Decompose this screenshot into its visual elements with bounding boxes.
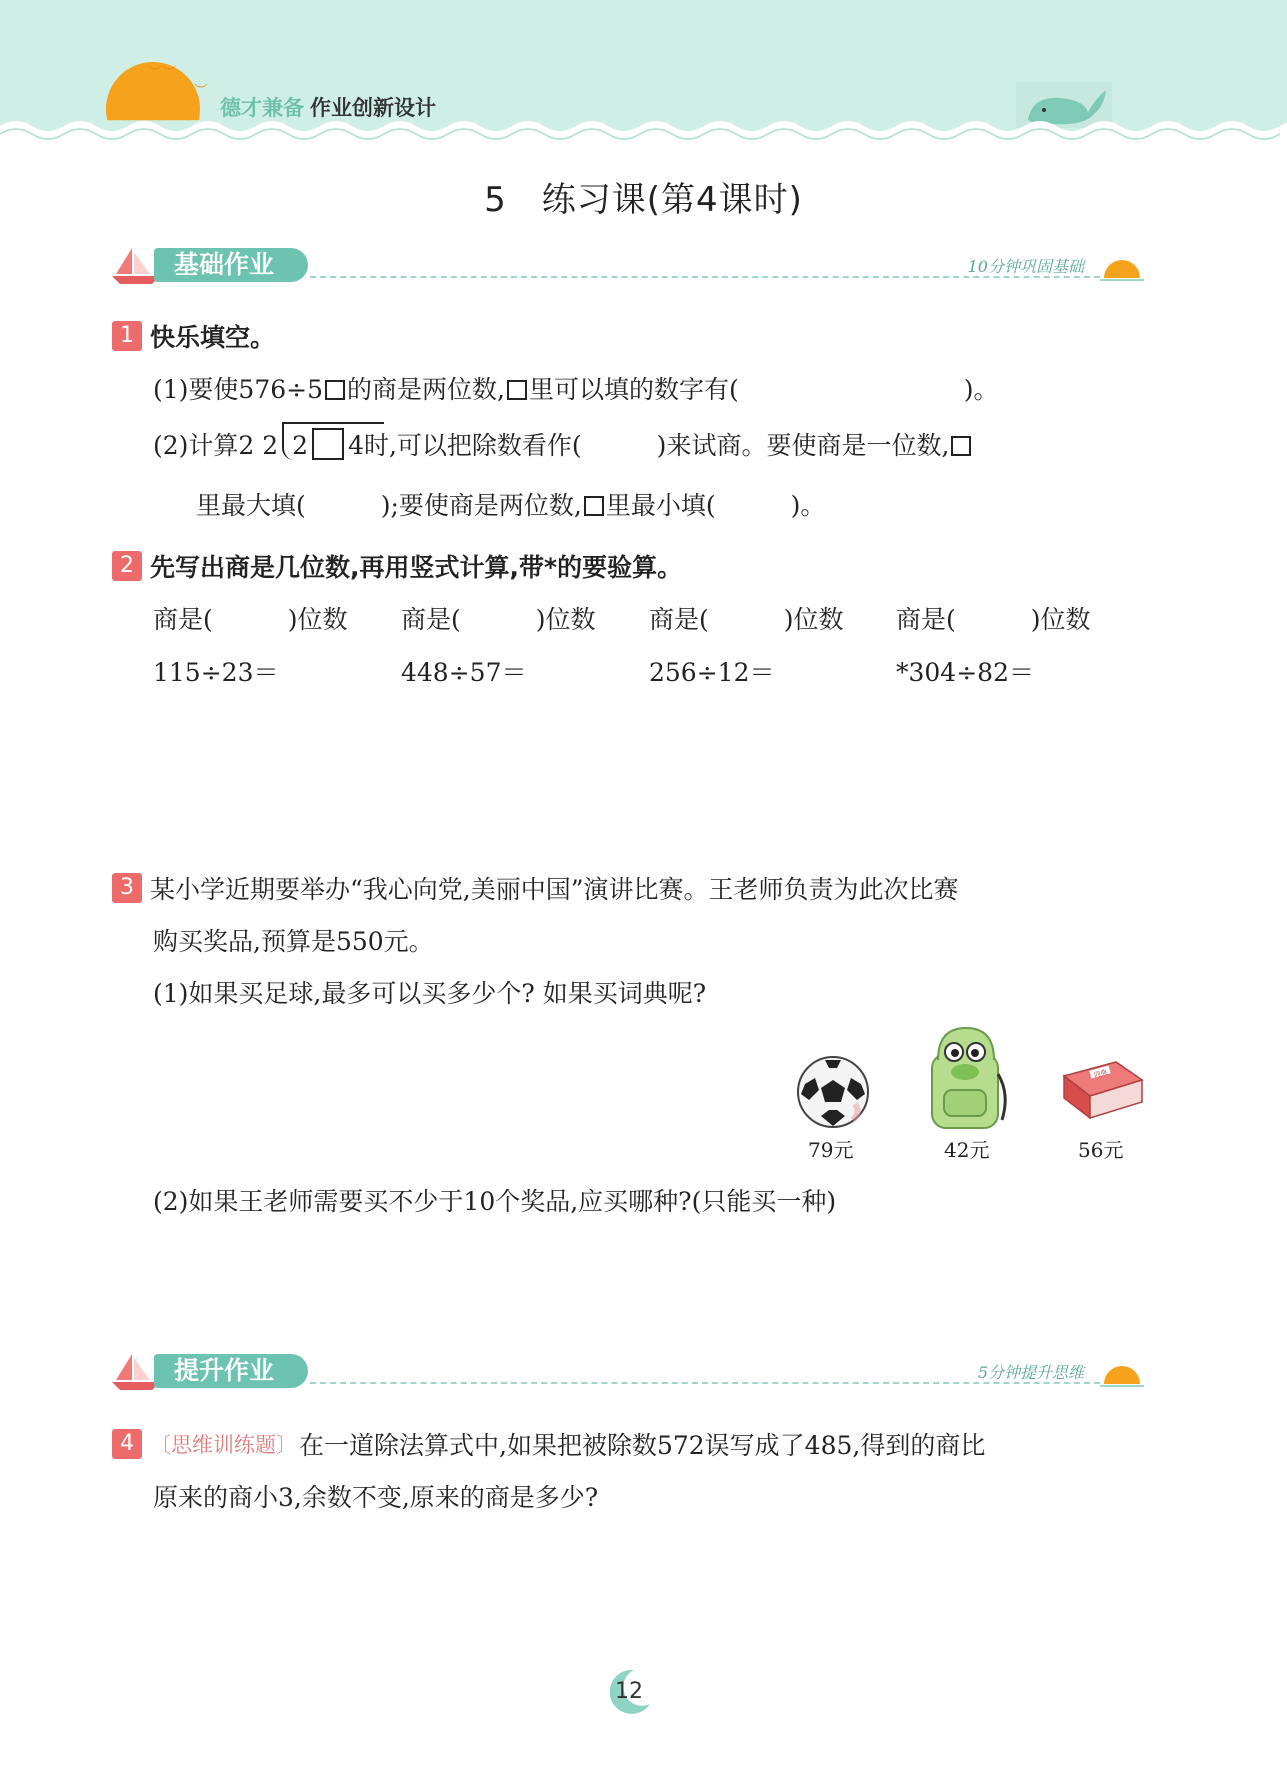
question-text: 某小学近期要举办“我心向党,美丽中国”演讲比赛。王老师负责为此次比赛 <box>150 875 959 904</box>
text: (2)计算2 2 <box>153 431 279 460</box>
question-number: 3 <box>112 873 142 903</box>
q2-expression-2: 448÷57＝ <box>401 658 527 687</box>
blank-box[interactable] <box>325 380 345 400</box>
blank-box[interactable] <box>312 428 344 460</box>
question-number: 1 <box>112 321 142 351</box>
question-text: 快乐填空。 <box>150 323 276 352</box>
question-3-heading <box>112 870 959 906</box>
section-banner-advanced <box>110 1350 1150 1394</box>
question-3-sub-1: (1)如果买足球,最多可以买多少个? 如果买词典呢? <box>153 979 707 1008</box>
page-number <box>604 1666 654 1716</box>
question-text: 在一道除法算式中,如果把被除数572误写成了485,得到的商比 <box>299 1431 986 1460</box>
q2-expression-3: 256÷12＝ <box>649 658 775 687</box>
question-3-line-2: 购买奖品,预算是550元。 <box>153 927 434 956</box>
question-2-heading <box>112 548 682 584</box>
question-1-heading <box>112 318 275 354</box>
question-1-part-1 <box>153 370 998 406</box>
text: (1)要使576÷5 <box>153 375 323 404</box>
text: 里最大填( );要使商是两位数, <box>196 491 582 520</box>
section-label: 提升作业 <box>154 1354 308 1388</box>
book-title: 词典 <box>1092 1068 1109 1080</box>
wave-divider <box>0 112 1287 152</box>
text: 的商是两位数, <box>346 375 505 404</box>
question-3-sub-2: (2)如果王老师需要买不少于10个奖品,应买哪种?(只能买一种) <box>153 1187 837 1216</box>
text: 里可以填的数字有( )。 <box>528 375 999 404</box>
q2-label-4: 商是( )位数 <box>896 605 1091 634</box>
question-text: 先写出商是几位数,再用竖式计算,带*的要验算。 <box>150 553 683 582</box>
q2-expression-1: 115÷23＝ <box>153 658 279 687</box>
blank-box[interactable] <box>507 380 527 400</box>
dictionary-icon <box>1056 1058 1146 1124</box>
question-tag: 〔思维训练题〕 <box>150 1433 297 1457</box>
price-dictionary: 56元 <box>1078 1138 1124 1162</box>
price-backpack: 42元 <box>944 1138 990 1162</box>
q2-expression-4: *304÷82＝ <box>896 658 1034 687</box>
question-number: 4 <box>112 1429 142 1459</box>
question-number: 2 <box>112 551 142 581</box>
question-1-part-2-cont <box>196 486 825 522</box>
question-1-part-2 <box>153 426 973 462</box>
soccer-ball-icon <box>795 1054 871 1130</box>
question-4-line-2: 原来的商小3,余数不变,原来的商是多少? <box>153 1483 599 1512</box>
blank-box[interactable] <box>584 496 604 516</box>
question-4-heading <box>112 1426 985 1462</box>
page-title: 5 练习课(第4课时) <box>484 180 803 220</box>
q2-label-1: 商是( )位数 <box>153 605 348 634</box>
section-banner-basic <box>110 244 1150 288</box>
sun-icon <box>1100 1362 1144 1388</box>
section-hint: 10分钟巩固基础 <box>967 257 1084 276</box>
text: 2 <box>292 431 309 460</box>
blank-box[interactable] <box>951 436 971 456</box>
page-number-text: 12 <box>615 1679 643 1704</box>
page-header <box>0 0 1287 150</box>
brand-dark-text: 作业创新设计 <box>310 96 436 120</box>
sun-icon <box>1100 256 1144 282</box>
section-label: 基础作业 <box>154 248 308 282</box>
section-hint: 5分钟提升思维 <box>977 1363 1084 1382</box>
bird-icon: ︶︶ <box>148 65 176 81</box>
backpack-icon <box>918 1024 1014 1134</box>
brand-green-text: 德才兼备 <box>220 96 304 120</box>
text: 4时,可以把除数看作( )来试商。要使商是一位数, <box>348 431 950 460</box>
q2-label-3: 商是( )位数 <box>649 605 844 634</box>
price-soccer-ball: 79元 <box>808 1138 854 1162</box>
q2-label-2: 商是( )位数 <box>401 605 596 634</box>
long-division-bracket <box>282 428 348 460</box>
bird-icon: ︶ <box>194 83 208 99</box>
text: 里最小填( )。 <box>605 491 826 520</box>
